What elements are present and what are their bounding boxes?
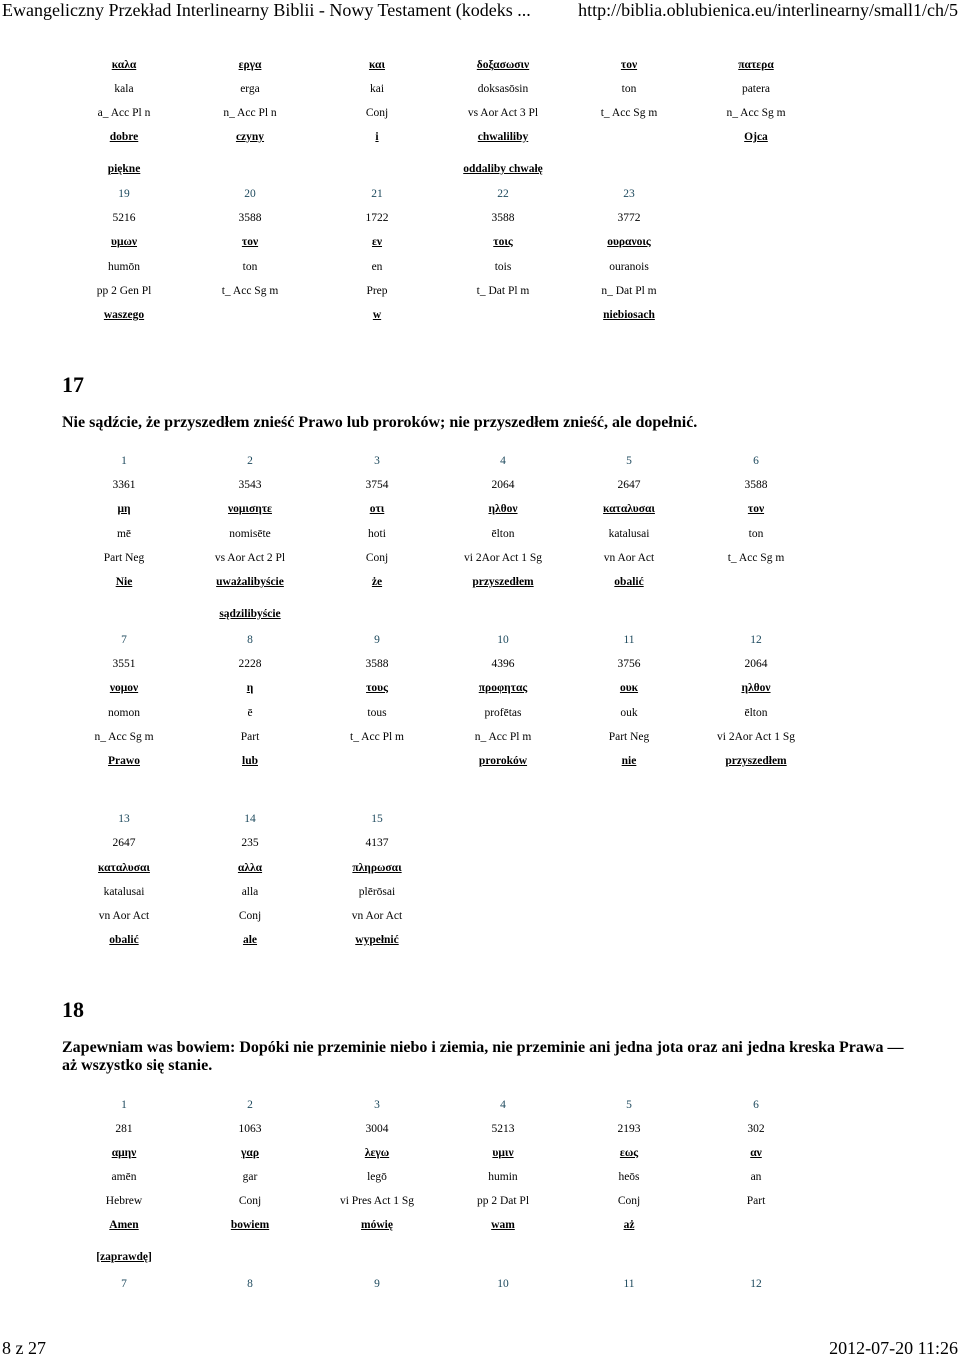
interlinear-cell: profētas (484, 707, 522, 719)
page-footer-page-number: 8 z 27 (2, 1338, 46, 1358)
interlinear-cell: Part (746, 1195, 766, 1207)
interlinear-cell: Part (240, 731, 260, 743)
greek-word[interactable]: υμιν (492, 1147, 514, 1159)
polish-translation[interactable]: przyszedłem (472, 576, 534, 588)
word-number: 12 (750, 1278, 762, 1290)
greek-word[interactable]: τον (620, 59, 638, 71)
interlinear-cell: t_ Acc Sg m (600, 107, 658, 119)
interlinear-cell: t_ Acc Sg m (727, 552, 785, 564)
polish-translation[interactable]: bowiem (230, 1219, 270, 1231)
greek-word[interactable]: μη (117, 503, 131, 515)
interlinear-cell: 4396 (491, 658, 515, 670)
interlinear-cell: vi 2Aor Act 1 Sg (717, 731, 795, 743)
interlinear-cell: t_ Acc Sg m (221, 285, 279, 297)
interlinear-cell: alla (241, 886, 259, 898)
interlinear-cell: heōs (618, 1171, 640, 1183)
page-header-url[interactable]: http://biblia.oblubienica.eu/interlinearny/small1/ch/5 (578, 0, 958, 20)
word-number: 14 (244, 813, 256, 825)
interlinear-cell: ouranois (609, 261, 649, 273)
greek-word[interactable]: καταλυσαι (98, 862, 150, 874)
polish-translation[interactable]: proroków (478, 755, 528, 767)
interlinear-cell: plērōsai (358, 886, 396, 898)
greek-word[interactable]: τον (747, 503, 765, 515)
interlinear-cell: 2064 (491, 479, 515, 491)
interlinear-cell: a_ Acc Pl n (97, 107, 151, 119)
polish-translation[interactable]: waszego (103, 309, 145, 321)
polish-translation[interactable]: Prawo (108, 755, 140, 767)
interlinear-cell: gar (242, 1171, 258, 1183)
polish-translation[interactable]: że (371, 576, 383, 588)
interlinear-cell: vs Aor Act 2 Pl (214, 552, 286, 564)
polish-translation[interactable]: [zaprawdę] (96, 1251, 152, 1263)
interlinear-cell: 3588 (238, 212, 262, 224)
greek-word[interactable]: πατερα (738, 59, 774, 71)
interlinear-cell: 5216 (112, 212, 136, 224)
word-number: 19 (118, 188, 130, 200)
word-number: 22 (497, 188, 509, 200)
greek-word[interactable]: αλλα (237, 862, 263, 874)
word-number: 5 (626, 1099, 632, 1111)
interlinear-cell: 1722 (365, 212, 389, 224)
word-number: 11 (623, 634, 635, 646)
interlinear-cell: 3772 (617, 212, 641, 224)
greek-word[interactable]: οτι (369, 503, 385, 515)
polish-translation[interactable]: obalić (109, 934, 139, 946)
greek-word[interactable]: εως (619, 1147, 639, 1159)
polish-translation[interactable]: dobre (109, 131, 139, 143)
interlinear-cell: doksasōsin (477, 83, 529, 95)
interlinear-cell: humin (488, 1171, 518, 1183)
interlinear-cell: n_ Dat Pl m (601, 285, 657, 297)
interlinear-cell: nomon (108, 707, 140, 719)
polish-translation[interactable]: wypełnić (355, 934, 399, 946)
word-number: 2 (247, 1099, 253, 1111)
interlinear-cell: vn Aor Act (603, 552, 655, 564)
word-number: 11 (623, 1278, 635, 1290)
interlinear-cell: Part Neg (103, 552, 145, 564)
interlinear-cell: 3754 (365, 479, 389, 491)
polish-translation[interactable]: sądzilibyście (219, 608, 281, 620)
interlinear-cell: 5213 (491, 1123, 515, 1135)
interlinear-cell: ton (748, 528, 764, 540)
word-number: 5 (626, 455, 632, 467)
interlinear-cell: 3588 (491, 212, 515, 224)
greek-word[interactable]: τοις (493, 236, 513, 248)
word-number: 3 (374, 455, 380, 467)
interlinear-cell: pp 2 Dat Pl (476, 1195, 530, 1207)
interlinear-cell: 235 (241, 837, 259, 849)
polish-translation[interactable]: mówię (361, 1219, 393, 1231)
interlinear-cell: vs Aor Act 3 Pl (467, 107, 539, 119)
greek-word[interactable]: η (246, 682, 254, 694)
greek-word[interactable]: καλα (111, 59, 137, 71)
word-number: 9 (374, 634, 380, 646)
greek-word[interactable]: νομον (109, 682, 139, 694)
interlinear-cell: humōn (108, 261, 140, 273)
polish-translation[interactable]: lub (242, 755, 258, 767)
interlinear-cell: nomisēte (229, 528, 271, 540)
word-number: 10 (497, 634, 509, 646)
interlinear-cell: ouk (620, 707, 638, 719)
polish-translation[interactable]: uważalibyście (216, 576, 284, 588)
interlinear-cell: 2193 (617, 1123, 641, 1135)
interlinear-cell: Conj (365, 552, 389, 564)
interlinear-cell: patera (741, 83, 771, 95)
page-header-title: Ewangeliczny Przekład Interlinearny Biblii - Nowy Testament (kodeks ... (2, 0, 531, 20)
interlinear-cell: 3588 (365, 658, 389, 670)
word-number: 1 (121, 1099, 127, 1111)
greek-word[interactable]: ουρανοις (607, 236, 651, 248)
greek-word[interactable]: γαρ (241, 1147, 259, 1159)
polish-translation[interactable]: Ojca (744, 131, 768, 143)
verse-number-18: 18 (62, 997, 84, 1022)
polish-translation[interactable]: przyszedłem (725, 755, 787, 767)
interlinear-cell: ē (247, 707, 253, 719)
word-number: 7 (121, 634, 127, 646)
greek-word[interactable]: λεγω (364, 1147, 390, 1159)
interlinear-cell: 3361 (112, 479, 136, 491)
interlinear-cell: mē (116, 528, 132, 540)
polish-translation[interactable]: ale (242, 934, 258, 946)
interlinear-cell: en (371, 261, 383, 273)
polish-translation[interactable]: piękne (107, 163, 141, 175)
interlinear-cell: 2064 (744, 658, 768, 670)
polish-translation[interactable]: i (375, 131, 379, 143)
word-number: 4 (500, 1099, 506, 1111)
interlinear-cell: 3588 (744, 479, 768, 491)
interlinear-cell: Hebrew (105, 1195, 143, 1207)
word-number: 4 (500, 455, 506, 467)
interlinear-cell: ēlton (491, 528, 515, 540)
interlinear-cell: kai (369, 83, 385, 95)
polish-translation[interactable]: niebiosach (603, 309, 655, 321)
polish-translation[interactable]: wam (491, 1219, 515, 1231)
interlinear-cell: vi 2Aor Act 1 Sg (464, 552, 542, 564)
interlinear-cell: ton (242, 261, 258, 273)
interlinear-cell: 3551 (112, 658, 136, 670)
interlinear-cell: 4137 (365, 837, 389, 849)
interlinear-cell: Prep (366, 285, 388, 297)
word-number: 23 (623, 188, 635, 200)
interlinear-cell: n_ Acc Pl n (223, 107, 277, 119)
word-number: 2 (247, 455, 253, 467)
interlinear-cell: 3543 (238, 479, 262, 491)
interlinear-cell: t_ Dat Pl m (476, 285, 530, 297)
interlinear-cell: Conj (617, 1195, 641, 1207)
interlinear-cell: 302 (747, 1123, 765, 1135)
interlinear-cell: n_ Acc Pl m (474, 731, 532, 743)
interlinear-cell: ēlton (744, 707, 768, 719)
interlinear-cell: legō (367, 1171, 387, 1183)
interlinear-cell: tous (367, 707, 387, 719)
greek-word[interactable]: τους (366, 682, 388, 694)
greek-word[interactable]: και (368, 59, 386, 71)
interlinear-cell: katalusai (103, 886, 145, 898)
interlinear-cell: t_ Acc Pl m (350, 731, 404, 743)
greek-word[interactable]: τον (241, 236, 259, 248)
word-number: 20 (244, 188, 256, 200)
interlinear-cell: hoti (368, 528, 386, 540)
interlinear-cell: katalusai (608, 528, 650, 540)
interlinear-cell: pp 2 Gen Pl (96, 285, 152, 297)
greek-word[interactable]: προφητας (478, 682, 528, 694)
interlinear-cell: amēn (111, 1171, 137, 1183)
interlinear-cell: kala (114, 83, 134, 95)
polish-translation[interactable]: Nie (115, 576, 133, 588)
greek-word[interactable]: εργα (238, 59, 262, 71)
interlinear-cell: tois (494, 261, 512, 273)
polish-translation[interactable]: oddaliby chwałę (463, 163, 543, 175)
interlinear-cell: an (750, 1171, 762, 1183)
word-number: 7 (121, 1278, 127, 1290)
page-footer-datetime: 2012-07-20 11:26 (829, 1338, 958, 1358)
word-number: 6 (753, 1099, 759, 1111)
polish-translation[interactable]: w (372, 309, 382, 321)
greek-word[interactable]: ουκ (619, 682, 639, 694)
interlinear-cell: Conj (238, 1195, 262, 1207)
interlinear-cell: n_ Acc Sg m (94, 731, 154, 743)
interlinear-cell: n_ Acc Sg m (726, 107, 786, 119)
word-number: 1 (121, 455, 127, 467)
interlinear-cell: 1063 (238, 1123, 262, 1135)
word-number: 3 (374, 1099, 380, 1111)
verse-text-18: Zapewniam was bowiem: Dopóki nie przeminie niebo i ziemia, nie przeminie ani jedna jota oraz ani jedna kreska Prawa — aż wszystko się stanie. (62, 1039, 904, 1074)
interlinear-cell: Part Neg (608, 731, 650, 743)
polish-translation[interactable]: obalić (614, 576, 644, 588)
polish-translation[interactable]: aż (623, 1219, 635, 1231)
word-number: 10 (497, 1278, 509, 1290)
greek-word[interactable]: αμην (111, 1147, 137, 1159)
word-number: 6 (753, 455, 759, 467)
polish-translation[interactable]: chwaliliby (477, 131, 529, 143)
greek-word[interactable]: καταλυσαι (603, 503, 655, 515)
interlinear-cell: vi Pres Act 1 Sg (339, 1195, 415, 1207)
interlinear-cell: ton (621, 83, 637, 95)
greek-word[interactable]: νομισητε (228, 503, 272, 515)
interlinear-cell: 3756 (617, 658, 641, 670)
interlinear-cell: Conj (365, 107, 389, 119)
verse-text-17: Nie sądźcie, że przyszedłem znieść Prawo lub proroków; nie przyszedłem znieść, ale dopełnić. (62, 414, 698, 431)
polish-translation[interactable]: Amen (109, 1219, 139, 1231)
interlinear-cell: vn Aor Act (351, 910, 403, 922)
greek-word[interactable]: πληρωσαι (352, 862, 402, 874)
interlinear-cell: 281 (115, 1123, 133, 1135)
word-number: 13 (118, 813, 130, 825)
interlinear-cell: Conj (238, 910, 262, 922)
interlinear-cell: erga (240, 83, 260, 95)
interlinear-cell: vn Aor Act (98, 910, 150, 922)
interlinear-cell: 2647 (112, 837, 136, 849)
interlinear-cell: 3004 (365, 1123, 389, 1135)
polish-translation[interactable]: nie (621, 755, 637, 767)
word-number: 12 (750, 634, 762, 646)
word-number: 15 (371, 813, 383, 825)
polish-translation[interactable]: czyny (235, 131, 265, 143)
greek-word[interactable]: ηλθον (488, 503, 518, 515)
greek-word[interactable]: δοξασωσιν (476, 59, 530, 71)
word-number: 8 (247, 634, 253, 646)
greek-word[interactable]: ηλθον (741, 682, 771, 694)
verse-number-17: 17 (62, 372, 84, 397)
interlinear-cell: 2228 (238, 658, 262, 670)
greek-word[interactable]: υμων (110, 236, 138, 248)
greek-word[interactable]: αν (750, 1147, 762, 1159)
greek-word[interactable]: εν (371, 236, 383, 248)
word-number: 9 (374, 1278, 380, 1290)
word-number: 21 (371, 188, 383, 200)
interlinear-cell: 2647 (617, 479, 641, 491)
word-number: 8 (247, 1278, 253, 1290)
